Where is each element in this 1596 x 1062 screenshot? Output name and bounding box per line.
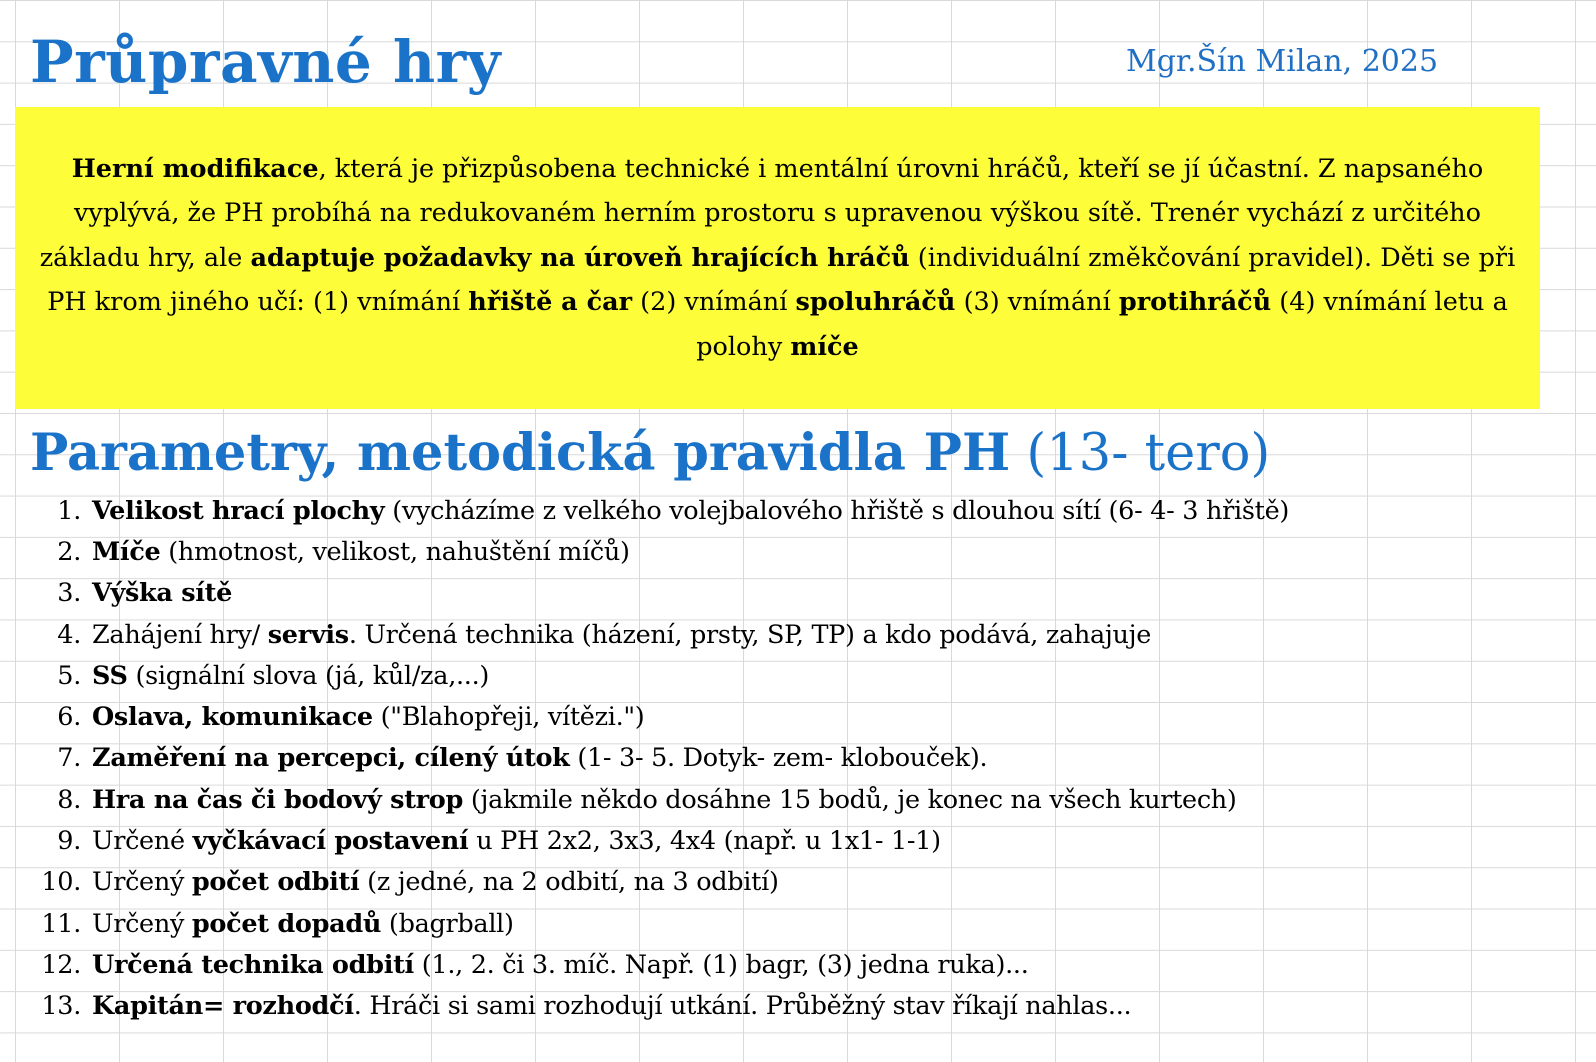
list-item: 6. Oslava, komunikace ("Blahopřeji, vítězi.") [57, 702, 645, 733]
definition-box [15, 107, 1540, 409]
author-credit: Mgr.Šín Milan, 2025 [1126, 44, 1439, 79]
list-item: 3. Výška sítě [57, 578, 233, 609]
list-item: 12. Určená technika odbití (1., 2. či 3. míč. Např. (1) bagr, (3) jedna ruka)... [41, 949, 1029, 980]
page-title: Průpravné hry [30, 28, 501, 96]
definition-text: Herní modifikace, která je přizpůsobena technické i mentální úrovni hráčů, kteří se jí účastní. Z napsaného vyplývá, že PH probíhá na redukovaném herním prostoru s upravenou výškou sítě. Trenér vychází z určitého základu hry, ale adaptuje požadavky na úroveň hrajících hráčů (individuální změkčování pravidel). Děti se při PH krom jiného učí: (1) vnímání hřiště a čar (2) vnímání spoluhráčů (3) vnímání protihráčů (4) vnímání letu a polohy míče [39, 153, 1516, 362]
list-item: 4. Zahájení hry/ servis. Určená technika (házení, prsty, SP, TP) a kdo podává, zahajuje [57, 619, 1152, 650]
section-heading-count: (13- tero) [1010, 424, 1271, 483]
list-item: 13. Kapitán= rozhodčí. Hráči si sami rozhodují utkání. Průběžný stav říkají nahlas... [41, 991, 1132, 1022]
term-bold: Herní modifikace [71, 153, 319, 184]
section-heading-bold: Parametry, metodická pravidla PH [30, 423, 1011, 483]
list-item: 8. Hra na čas či bodový strop (jakmile někdo dosáhne 15 bodů, je konec na všech kurtech) [57, 784, 1237, 815]
list-item: 9. Určené vyčkávací postavení u PH 2x2, 3x3, 4x4 (např. u 1x1- 1-1) [57, 826, 941, 857]
list-item: 11. Určený počet dopadů (bagrball) [41, 908, 514, 939]
section-heading [30, 418, 1270, 489]
list-item: 2. Míče (hmotnost, velikost, nahuštění míčů) [57, 536, 630, 567]
list-item: 5. SS (signální slova (já, kůl/za,...) [57, 660, 490, 691]
list-item: 1. Velikost hrací plochy (vycházíme z velkého volejbalového hřiště s dlouhou sítí (6- 4- 3 hřiště) [57, 495, 1290, 526]
list-item: 7. Zaměření na percepci, cílený útok (1- 3- 5. Dotyk- zem- klobouček). [57, 743, 988, 774]
list-item: 10. Určený počet odbití (z jedné, na 2 odbití, na 3 odbití) [41, 867, 779, 898]
rules-list [15, 490, 1289, 1027]
